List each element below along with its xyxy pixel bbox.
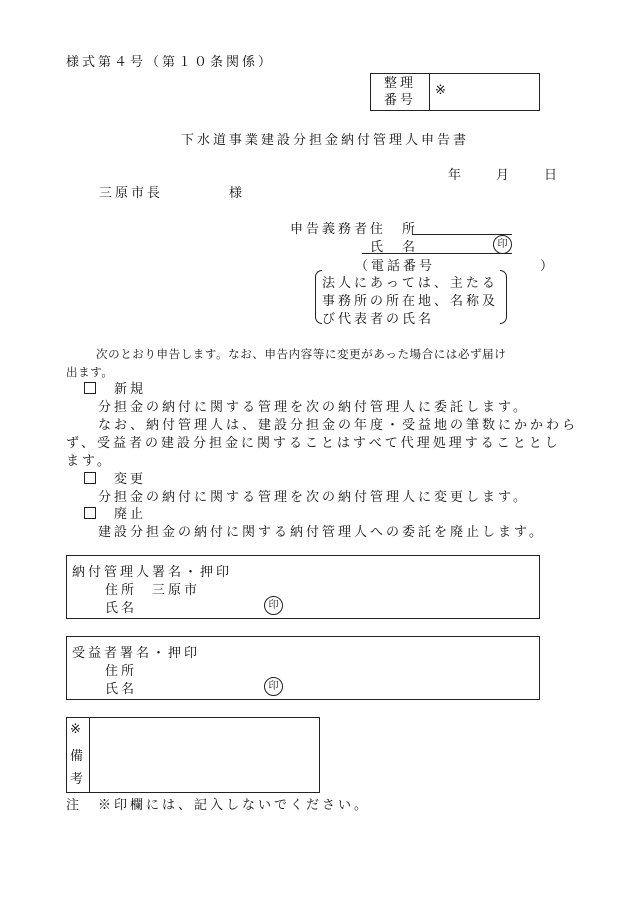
- abolish-line-1: 建設分担金の納付に関する納付管理人への委託を廃止します。: [98, 525, 545, 540]
- remarks-label-2: 考: [70, 772, 84, 787]
- new-label: 新規: [114, 382, 147, 397]
- beneficiary-address-label: 住所: [105, 664, 138, 679]
- remarks-box: [66, 717, 320, 793]
- intro-line-1: 次のとおり申告します。なお、申告内容等に変更があった場合には必ず届け: [96, 347, 507, 361]
- declarant-phone-close: ）: [540, 259, 554, 274]
- new-line-4: ます。: [66, 454, 113, 469]
- declarant-seal: 印: [493, 235, 512, 254]
- beneficiary-heading: 受益者署名・押印: [72, 646, 201, 661]
- note-bracket-left: [315, 270, 322, 324]
- change-label: 変更: [114, 472, 147, 487]
- agent-seal: 印: [264, 596, 283, 615]
- reference-number-box: [370, 73, 540, 111]
- addressee-name: 三原市長: [99, 186, 164, 201]
- ref-label-line1: 整理: [383, 76, 416, 91]
- intro-line-2: 出ます。: [66, 365, 114, 379]
- beneficiary-seal: 印: [264, 677, 283, 696]
- page-title: 下水道事業建設分担金納付管理人申告書: [181, 133, 470, 148]
- note-line-2: 事務所の所在地、名称及: [322, 294, 499, 309]
- change-checkbox[interactable]: [84, 472, 96, 484]
- abolish-checkbox[interactable]: [84, 507, 96, 519]
- declarant-name-line: [362, 253, 512, 254]
- date-month: 月: [496, 168, 510, 183]
- declarant-address-line: [412, 234, 512, 235]
- agent-address-value: 三原市: [152, 583, 201, 598]
- remarks-label-1: 備: [70, 749, 84, 764]
- remarks-divider: [89, 717, 90, 792]
- ref-mark: ※: [435, 83, 446, 98]
- agent-heading: 納付管理人署名・押印: [72, 565, 233, 580]
- new-line-2: なお、納付管理人は、建設分担金の年度・受益地の筆数にかかわら: [98, 418, 579, 433]
- note-bracket-right: [500, 270, 507, 324]
- form-number: 様式第４号（第１０条関係）: [66, 55, 275, 70]
- new-line-1: 分担金の納付に関する管理を次の納付管理人に委託します。: [98, 400, 529, 415]
- abolish-label: 廃止: [114, 507, 147, 522]
- declarant-name-label: 氏 名: [370, 240, 419, 255]
- date-year: 年: [448, 168, 462, 183]
- new-line-3: ず、受益者の建設分担金に関することはすべて代理処理することとし: [66, 436, 561, 451]
- declarant-address-label: 申告義務者住 所: [290, 222, 419, 237]
- footnote: 注 ※印欄には、記入しないでください。: [66, 798, 371, 813]
- change-line-1: 分担金の納付に関する管理を次の納付管理人に変更します。: [98, 490, 529, 505]
- remarks-mark: ※: [70, 722, 81, 737]
- agent-name-label: 氏名: [105, 601, 138, 616]
- addressee-honorific: 様: [229, 186, 243, 201]
- agent-address-label: 住所: [105, 583, 138, 598]
- note-line-1: 法人にあっては、主たる: [322, 276, 498, 291]
- beneficiary-name-label: 氏名: [105, 682, 138, 697]
- date-day: 日: [544, 168, 558, 183]
- new-checkbox[interactable]: [84, 382, 96, 394]
- note-line-3: び代表者の氏名: [322, 312, 435, 327]
- declarant-phone: （電話番号: [355, 259, 436, 274]
- ref-label-line2: 番号: [383, 93, 416, 108]
